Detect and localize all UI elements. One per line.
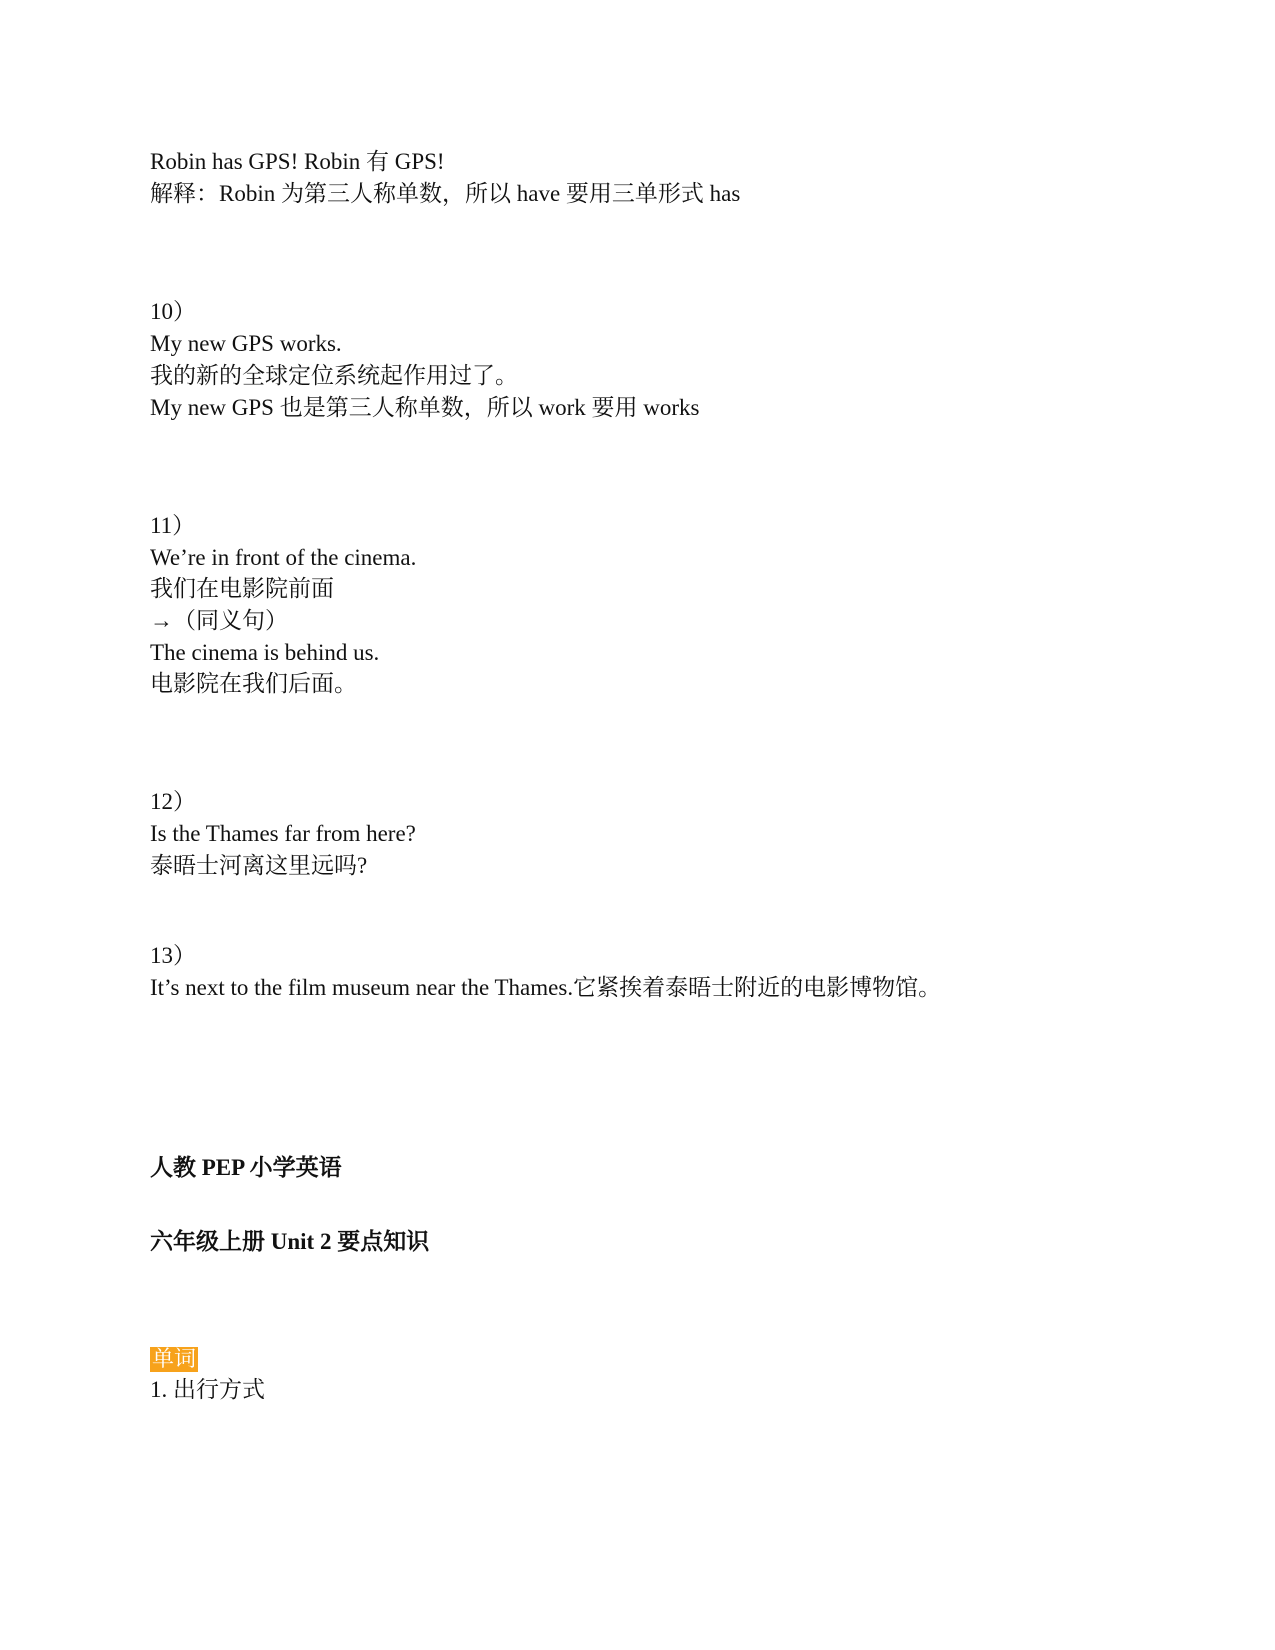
item-13-sentence: It’s next to the film museum near the Thames.它紧挨着泰晤士附近的电影博物馆。 [150, 975, 942, 1000]
item-10-note: My new GPS 也是第三人称单数，所以 work 要用 works [150, 395, 700, 420]
unit-heading: 六年级上册 Unit 2 要点知识 [150, 1229, 430, 1254]
item-12-english: Is the Thames far from here? [150, 821, 416, 846]
item-number-10: 10） [150, 299, 196, 324]
item-12-chinese: 泰晤士河离这里远吗? [150, 853, 368, 878]
explanation-robin-has: 解释：Robin 为第三人称单数，所以 have 要用三单形式 has [150, 181, 741, 206]
item-10-chinese: 我的新的全球定位系统起作用过了。 [150, 363, 518, 388]
item-11-chinese: 我们在电影院前面 [150, 576, 334, 601]
course-heading: 人教 PEP 小学英语 [150, 1155, 342, 1180]
item-number-11: 11） [150, 513, 196, 538]
item-11-english-synonym: The cinema is behind us. [150, 640, 380, 665]
vocab-label-row [150, 1344, 198, 1375]
vocab-highlight-label: 单词 [152, 1347, 197, 1372]
item-number-13: 13） [150, 943, 196, 968]
vocab-item-travel-modes: 1. 出行方式 [150, 1377, 265, 1402]
item-10-english: My new GPS works. [150, 331, 342, 356]
item-11-chinese-synonym: 电影院在我们后面。 [150, 671, 357, 696]
item-11-english: We’re in front of the cinema. [150, 545, 417, 570]
item-11-synonym-marker: →（同义句） [150, 608, 288, 633]
item-number-12: 12） [150, 789, 196, 814]
sentence-robin-has-gps: Robin has GPS! Robin 有 GPS! [150, 149, 445, 174]
